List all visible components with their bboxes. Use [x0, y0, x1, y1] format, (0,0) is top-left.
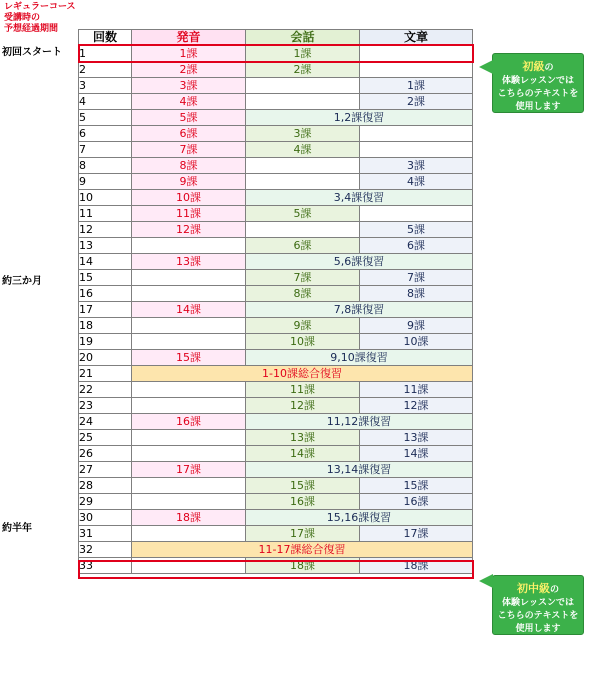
side-title — [4, 2, 80, 35]
row-number-cell: 22 — [79, 382, 132, 398]
table-row — [79, 78, 473, 94]
bunsho-cell: 15課 — [360, 478, 473, 494]
hatsuon-cell: 7課 — [132, 142, 246, 158]
table-row — [79, 190, 473, 206]
kaiwa-cell: 13課 — [246, 430, 360, 446]
table-row — [79, 350, 473, 366]
row-number-cell: 25 — [79, 430, 132, 446]
bunsho-cell — [360, 126, 473, 142]
kaiwa-cell: 8課 — [246, 286, 360, 302]
hatsuon-cell: 11課 — [132, 206, 246, 222]
row-number-cell: 21 — [79, 366, 132, 382]
table-row — [79, 222, 473, 238]
callout-suffix: の — [544, 63, 554, 73]
hatsuon-cell — [132, 526, 246, 542]
table-row — [79, 510, 473, 526]
hatsuon-cell — [132, 430, 246, 446]
row-number-cell: 26 — [79, 446, 132, 462]
table-row — [79, 94, 473, 110]
table-row — [79, 334, 473, 350]
table-row — [79, 318, 473, 334]
row-number-cell: 19 — [79, 334, 132, 350]
table-row — [79, 142, 473, 158]
table-row — [79, 158, 473, 174]
hatsuon-cell: 10課 — [132, 190, 246, 206]
row-number-cell: 2 — [79, 62, 132, 78]
hatsuon-cell: 18課 — [132, 510, 246, 526]
table-row — [79, 302, 473, 318]
row-number-cell: 8 — [79, 158, 132, 174]
table-row — [79, 366, 473, 382]
bunsho-cell — [360, 46, 473, 62]
callout-arrow — [479, 574, 493, 588]
row-number-cell: 15 — [79, 270, 132, 286]
bunsho-cell: 1課 — [360, 78, 473, 94]
kaiwa-cell: 12課 — [246, 398, 360, 414]
row-number-cell: 17 — [79, 302, 132, 318]
general-review-cell: 11-17課総合復習 — [132, 542, 473, 558]
row-number-cell: 16 — [79, 286, 132, 302]
kaiwa-cell — [246, 94, 360, 110]
hatsuon-cell: 15課 — [132, 350, 246, 366]
hatsuon-cell — [132, 446, 246, 462]
table-row — [79, 558, 473, 574]
hatsuon-cell — [132, 382, 246, 398]
hatsuon-cell: 17課 — [132, 462, 246, 478]
kaiwa-cell: 11課 — [246, 382, 360, 398]
hatsuon-cell — [132, 478, 246, 494]
kaiwa-cell — [246, 78, 360, 94]
bunsho-cell: 4課 — [360, 174, 473, 190]
row-number-cell: 30 — [79, 510, 132, 526]
bunsho-cell: 17課 — [360, 526, 473, 542]
callout-text: 使用します — [515, 102, 561, 112]
review-cell: 1,2課復習 — [246, 110, 473, 126]
kaiwa-cell: 1課 — [246, 46, 360, 62]
hatsuon-cell — [132, 494, 246, 510]
hatsuon-cell: 2課 — [132, 62, 246, 78]
review-cell: 3,4課復習 — [246, 190, 473, 206]
table-row — [79, 462, 473, 478]
review-cell: 15,16課復習 — [246, 510, 473, 526]
row-number-cell: 7 — [79, 142, 132, 158]
row-number-cell: 28 — [79, 478, 132, 494]
hatsuon-cell — [132, 558, 246, 574]
kaiwa-cell: 9課 — [246, 318, 360, 334]
bunsho-cell: 14課 — [360, 446, 473, 462]
hatsuon-cell: 12課 — [132, 222, 246, 238]
table-row — [79, 286, 473, 302]
header-num: 回数 — [79, 30, 132, 46]
row-number-cell: 31 — [79, 526, 132, 542]
review-cell: 13,14課復習 — [246, 462, 473, 478]
row-number-cell: 5 — [79, 110, 132, 126]
kaiwa-cell: 7課 — [246, 270, 360, 286]
row-number-cell: 29 — [79, 494, 132, 510]
hatsuon-cell: 13課 — [132, 254, 246, 270]
callout-arrow — [479, 60, 493, 74]
label-start: 初回スタート — [2, 47, 62, 58]
hatsuon-cell: 5課 — [132, 110, 246, 126]
kaiwa-cell: 15課 — [246, 478, 360, 494]
row-number-cell: 18 — [79, 318, 132, 334]
hatsuon-cell: 14課 — [132, 302, 246, 318]
row-number-cell: 1 — [79, 46, 132, 62]
callout-beginner — [492, 53, 584, 113]
bunsho-cell: 2課 — [360, 94, 473, 110]
header-hatsuon: 発音 — [132, 30, 246, 46]
kaiwa-cell: 17課 — [246, 526, 360, 542]
table-row — [79, 398, 473, 414]
bunsho-cell: 6課 — [360, 238, 473, 254]
table-row — [79, 46, 473, 62]
hatsuon-cell — [132, 318, 246, 334]
row-number-cell: 11 — [79, 206, 132, 222]
kaiwa-cell: 5課 — [246, 206, 360, 222]
review-cell: 11,12課復習 — [246, 414, 473, 430]
callout-text: 体験レッスンでは — [502, 598, 574, 608]
bunsho-cell: 9課 — [360, 318, 473, 334]
callout-text: こちらのテキストを — [497, 611, 579, 621]
bunsho-cell: 10課 — [360, 334, 473, 350]
table-row — [79, 206, 473, 222]
hatsuon-cell: 16課 — [132, 414, 246, 430]
side-title-line: レギュラーコース — [4, 2, 76, 12]
bunsho-cell: 11課 — [360, 382, 473, 398]
bunsho-cell: 13課 — [360, 430, 473, 446]
hatsuon-cell: 6課 — [132, 126, 246, 142]
hatsuon-cell: 4課 — [132, 94, 246, 110]
row-number-cell: 32 — [79, 542, 132, 558]
label-three-months: 約三か月 — [2, 276, 42, 287]
side-title-line: 受講時の — [4, 13, 41, 23]
bunsho-cell — [360, 206, 473, 222]
general-review-cell: 1-10課総合復習 — [132, 366, 473, 382]
kaiwa-cell: 4課 — [246, 142, 360, 158]
kaiwa-cell: 10課 — [246, 334, 360, 350]
table-row — [79, 494, 473, 510]
header-kaiwa: 会話 — [246, 30, 360, 46]
table-row — [79, 446, 473, 462]
hatsuon-cell — [132, 286, 246, 302]
hatsuon-cell — [132, 334, 246, 350]
table-row — [79, 110, 473, 126]
table-row — [79, 270, 473, 286]
bunsho-cell — [360, 62, 473, 78]
review-cell: 7,8課復習 — [246, 302, 473, 318]
bunsho-cell — [360, 142, 473, 158]
side-title-line: 予想経過期間 — [4, 24, 59, 34]
table-row — [79, 526, 473, 542]
row-number-cell: 10 — [79, 190, 132, 206]
kaiwa-cell: 14課 — [246, 446, 360, 462]
kaiwa-cell — [246, 222, 360, 238]
hatsuon-cell: 9課 — [132, 174, 246, 190]
table-row — [79, 174, 473, 190]
table-row — [79, 382, 473, 398]
header-row — [79, 30, 473, 46]
kaiwa-cell — [246, 158, 360, 174]
row-number-cell: 3 — [79, 78, 132, 94]
bunsho-cell: 3課 — [360, 158, 473, 174]
schedule-table — [78, 29, 473, 574]
hatsuon-cell: 8課 — [132, 158, 246, 174]
table-row — [79, 430, 473, 446]
callout-level: 初級 — [522, 60, 545, 73]
bunsho-cell: 7課 — [360, 270, 473, 286]
header-bunsho: 文章 — [360, 30, 473, 46]
row-number-cell: 4 — [79, 94, 132, 110]
kaiwa-cell: 2課 — [246, 62, 360, 78]
kaiwa-cell — [246, 174, 360, 190]
hatsuon-cell — [132, 398, 246, 414]
hatsuon-cell: 3課 — [132, 78, 246, 94]
row-number-cell: 12 — [79, 222, 132, 238]
bunsho-cell: 12課 — [360, 398, 473, 414]
table-row — [79, 478, 473, 494]
row-number-cell: 23 — [79, 398, 132, 414]
table-row — [79, 542, 473, 558]
bunsho-cell: 8課 — [360, 286, 473, 302]
kaiwa-cell: 16課 — [246, 494, 360, 510]
bunsho-cell: 16課 — [360, 494, 473, 510]
table-row — [79, 254, 473, 270]
table-row — [79, 414, 473, 430]
row-number-cell: 24 — [79, 414, 132, 430]
callout-text: 使用します — [515, 624, 561, 634]
review-cell: 5,6課復習 — [246, 254, 473, 270]
callout-text: こちらのテキストを — [497, 89, 579, 99]
row-number-cell: 9 — [79, 174, 132, 190]
callout-pre-intermediate — [492, 575, 584, 635]
hatsuon-cell — [132, 270, 246, 286]
row-number-cell: 14 — [79, 254, 132, 270]
callout-suffix: の — [549, 585, 559, 595]
kaiwa-cell: 6課 — [246, 238, 360, 254]
row-number-cell: 33 — [79, 558, 132, 574]
bunsho-cell: 5課 — [360, 222, 473, 238]
table-row — [79, 238, 473, 254]
hatsuon-cell — [132, 238, 246, 254]
bunsho-cell: 18課 — [360, 558, 473, 574]
label-half-year: 約半年 — [2, 523, 32, 534]
table-row — [79, 62, 473, 78]
callout-level: 初中級 — [516, 582, 550, 595]
callout-text: 体験レッスンでは — [502, 76, 574, 86]
table-row — [79, 126, 473, 142]
row-number-cell: 6 — [79, 126, 132, 142]
review-cell: 9,10課復習 — [246, 350, 473, 366]
kaiwa-cell: 3課 — [246, 126, 360, 142]
row-number-cell: 27 — [79, 462, 132, 478]
row-number-cell: 20 — [79, 350, 132, 366]
hatsuon-cell: 1課 — [132, 46, 246, 62]
kaiwa-cell: 18課 — [246, 558, 360, 574]
row-number-cell: 13 — [79, 238, 132, 254]
